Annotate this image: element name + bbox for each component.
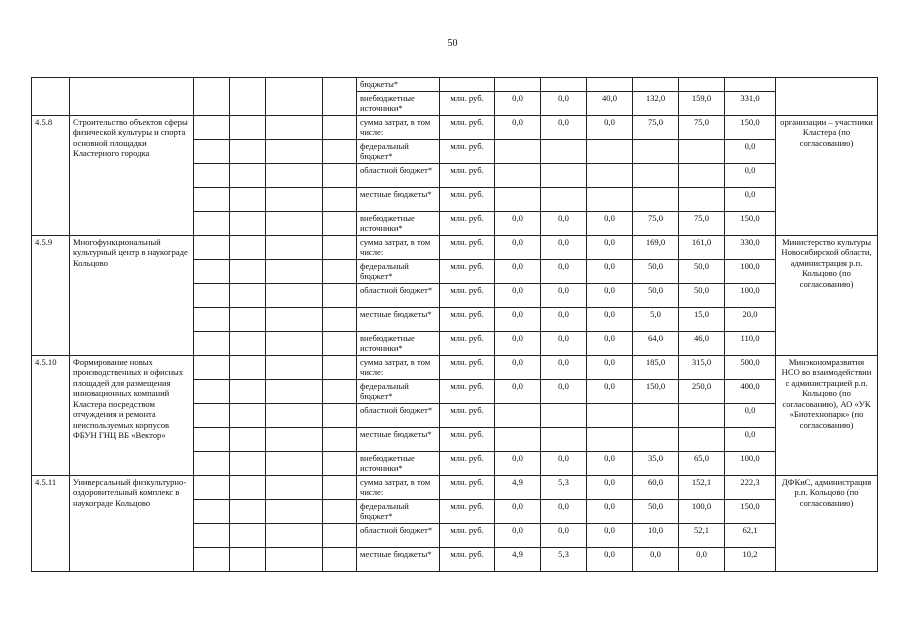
value-cell [587,163,633,187]
value-cell: 62,1 [725,523,776,547]
value-cell: 500,0 [725,355,776,379]
value-cell: 0,0 [587,307,633,331]
value-cell [679,163,725,187]
value-cell: 132,0 [633,91,679,115]
unit-cell: млн. руб. [440,307,495,331]
funding-category: местные бюджеты* [357,427,440,451]
blank-cell [194,523,230,547]
value-cell: 0,0 [633,547,679,571]
value-cell: 0,0 [725,403,776,427]
value-cell: 0,0 [495,307,541,331]
value-cell: 5,0 [633,307,679,331]
item-executor: Минэкономразвития НСО во взаимодействии с администрацией р.п. Кольцово (по согласованию), АО «УК «Биотехнопарк» (по согласованию) [776,355,878,475]
blank-cell [266,283,323,307]
item-name: Многофункциональный культурный центр в наукограде Кольцово [70,235,194,355]
value-cell: 0,0 [495,355,541,379]
table-row [32,78,878,92]
value-cell: 0,0 [541,91,587,115]
value-cell: 40,0 [587,91,633,115]
value-cell: 0,0 [495,211,541,235]
value-cell: 150,0 [725,115,776,139]
blank-cell [323,499,357,523]
blank-cell [230,283,266,307]
item-executor: ДФКиС, администрация р.п. Кольцово (по согласованию) [776,475,878,571]
value-cell: 0,0 [587,499,633,523]
unit-cell [440,78,495,92]
blank-cell [266,451,323,475]
blank-cell [266,547,323,571]
item-name: Универсальный физкультурно-оздоровительный комплекс в наукограде Кольцово [70,475,194,571]
value-cell: 0,0 [725,427,776,451]
value-cell: 0,0 [495,523,541,547]
value-cell [587,427,633,451]
blank-cell [230,403,266,427]
unit-cell: млн. руб. [440,427,495,451]
blank-cell [230,211,266,235]
unit-cell: млн. руб. [440,547,495,571]
blank-cell [266,379,323,403]
value-cell: 0,0 [587,259,633,283]
value-cell [495,427,541,451]
value-cell: 0,0 [541,259,587,283]
value-cell: 0,0 [541,235,587,259]
unit-cell: млн. руб. [440,523,495,547]
value-cell: 0,0 [587,211,633,235]
value-cell [725,78,776,92]
value-cell [587,403,633,427]
value-cell: 0,0 [587,283,633,307]
blank-cell [323,187,357,211]
value-cell [587,139,633,163]
value-cell [541,427,587,451]
value-cell [587,78,633,92]
value-cell: 4,9 [495,475,541,499]
funding-category: федеральный бюджет* [357,259,440,283]
blank-cell [230,307,266,331]
blank-cell [194,427,230,451]
value-cell: 0,0 [541,115,587,139]
funding-category: внебюджетные источники* [357,211,440,235]
blank-cell [230,355,266,379]
blank-cell [194,403,230,427]
value-cell: 110,0 [725,331,776,355]
value-cell: 0,0 [587,475,633,499]
value-cell [495,403,541,427]
unit-cell: млн. руб. [440,331,495,355]
value-cell: 0,0 [541,331,587,355]
value-cell: 185,0 [633,355,679,379]
funding-category: сумма затрат, в том числе: [357,475,440,499]
funding-category: областной бюджет* [357,163,440,187]
unit-cell: млн. руб. [440,283,495,307]
blank-cell [266,331,323,355]
blank-cell [266,163,323,187]
value-cell: 0,0 [495,115,541,139]
value-cell: 0,0 [725,139,776,163]
value-cell: 150,0 [725,499,776,523]
value-cell: 0,0 [495,451,541,475]
value-cell: 50,0 [633,259,679,283]
item-name: Строительство объектов сферы физической культуры и спорта основной площадки Кластерного городка [70,115,194,235]
value-cell: 0,0 [541,355,587,379]
blank-cell [194,355,230,379]
blank-cell [323,139,357,163]
funding-table [31,77,878,572]
blank-cell [323,307,357,331]
value-cell [633,187,679,211]
blank-cell [266,499,323,523]
blank-cell [266,187,323,211]
value-cell: 0,0 [587,355,633,379]
value-cell: 0,0 [587,547,633,571]
value-cell: 0,0 [587,523,633,547]
value-cell: 0,0 [495,499,541,523]
unit-cell: млн. руб. [440,235,495,259]
blank-cell [194,78,230,116]
unit-cell: млн. руб. [440,403,495,427]
funding-category: местные бюджеты* [357,307,440,331]
blank-cell [230,163,266,187]
blank-cell [194,547,230,571]
value-cell: 5,3 [541,547,587,571]
blank-cell [266,355,323,379]
value-cell: 100,0 [725,283,776,307]
value-cell: 0,0 [541,499,587,523]
blank-cell [194,499,230,523]
value-cell: 10,2 [725,547,776,571]
value-cell [587,187,633,211]
table-row [32,475,878,499]
value-cell: 5,3 [541,475,587,499]
funding-category: внебюджетные источники* [357,91,440,115]
value-cell: 64,0 [633,331,679,355]
funding-category: местные бюджеты* [357,187,440,211]
blank-cell [230,475,266,499]
blank-cell [266,307,323,331]
blank-cell [266,115,323,139]
blank-cell [323,427,357,451]
value-cell: 0,0 [495,283,541,307]
blank-cell [230,187,266,211]
funding-category: федеральный бюджет* [357,139,440,163]
item-name: Формирование новых производственных и офисных площадей для размещения инновационных компаний Кластера посредством отчуждения и ремонта неиспользуемых корпусов ФБУН ГНЦ ВБ «Вектор» [70,355,194,475]
value-cell [633,78,679,92]
value-cell: 0,0 [587,331,633,355]
name-cell [70,78,194,116]
value-cell: 100,0 [725,259,776,283]
value-cell: 0,0 [587,379,633,403]
blank-cell [194,259,230,283]
value-cell: 0,0 [541,523,587,547]
blank-cell [266,475,323,499]
value-cell: 169,0 [633,235,679,259]
blank-cell [266,211,323,235]
blank-cell [230,499,266,523]
funding-category: внебюджетные источники* [357,451,440,475]
unit-cell: млн. руб. [440,91,495,115]
unit-cell: млн. руб. [440,139,495,163]
value-cell: 0,0 [725,163,776,187]
value-cell [495,78,541,92]
value-cell: 0,0 [587,115,633,139]
blank-cell [323,211,357,235]
funding-category: местные бюджеты* [357,547,440,571]
value-cell: 75,0 [679,115,725,139]
value-cell: 331,0 [725,91,776,115]
value-cell: 161,0 [679,235,725,259]
unit-cell: млн. руб. [440,355,495,379]
value-cell [679,139,725,163]
blank-cell [194,283,230,307]
value-cell: 100,0 [679,499,725,523]
blank-cell [323,235,357,259]
unit-cell: млн. руб. [440,187,495,211]
blank-cell [230,139,266,163]
blank-cell [230,427,266,451]
value-cell: 0,0 [541,379,587,403]
unit-cell: млн. руб. [440,115,495,139]
value-cell [541,78,587,92]
value-cell: 330,0 [725,235,776,259]
value-cell: 50,0 [633,283,679,307]
blank-cell [194,331,230,355]
blank-cell [230,331,266,355]
blank-cell [323,283,357,307]
item-code: 4.5.9 [32,235,70,355]
blank-cell [194,379,230,403]
blank-cell [230,451,266,475]
blank-cell [230,78,266,116]
blank-cell [194,211,230,235]
value-cell: 10,0 [633,523,679,547]
blank-cell [323,379,357,403]
item-code: 4.5.10 [32,355,70,475]
page-number: 50 [447,38,458,49]
blank-cell [323,403,357,427]
blank-cell [323,78,357,116]
table-row [32,115,878,139]
funding-category: областной бюджет* [357,523,440,547]
value-cell: 0,0 [725,187,776,211]
value-cell: 159,0 [679,91,725,115]
item-code: 4.5.8 [32,115,70,235]
table-row [32,355,878,379]
value-cell: 50,0 [633,499,679,523]
funding-category: внебюджетные источники* [357,331,440,355]
value-cell: 0,0 [495,331,541,355]
blank-cell [323,475,357,499]
table-row [32,235,878,259]
value-cell: 152,1 [679,475,725,499]
item-executor: Министерство культуры Новосибирской области, администрация р.п. Кольцово (по согласованию) [776,235,878,355]
value-cell [495,139,541,163]
value-cell: 150,0 [633,379,679,403]
blank-cell [230,379,266,403]
value-cell: 315,0 [679,355,725,379]
value-cell [633,403,679,427]
value-cell [541,139,587,163]
unit-cell: млн. руб. [440,499,495,523]
blank-cell [230,523,266,547]
funding-category: бюджеты* [357,78,440,92]
funding-category: областной бюджет* [357,283,440,307]
value-cell: 222,3 [725,475,776,499]
value-cell: 75,0 [679,211,725,235]
value-cell: 65,0 [679,451,725,475]
blank-cell [323,331,357,355]
blank-cell [266,139,323,163]
funding-category: сумма затрат, в том числе: [357,355,440,379]
blank-cell [266,235,323,259]
value-cell: 15,0 [679,307,725,331]
value-cell [679,78,725,92]
value-cell [679,427,725,451]
value-cell: 0,0 [541,211,587,235]
unit-cell: млн. руб. [440,259,495,283]
funding-category: сумма затрат, в том числе: [357,235,440,259]
value-cell: 0,0 [495,379,541,403]
blank-cell [194,235,230,259]
blank-cell [194,163,230,187]
blank-cell [266,78,323,116]
value-cell: 0,0 [587,235,633,259]
value-cell: 0,0 [495,259,541,283]
funding-category: федеральный бюджет* [357,379,440,403]
blank-cell [230,547,266,571]
value-cell: 0,0 [541,451,587,475]
blank-cell [323,163,357,187]
executor-cell [776,78,878,116]
value-cell: 250,0 [679,379,725,403]
value-cell: 50,0 [679,283,725,307]
blank-cell [230,235,266,259]
value-cell: 100,0 [725,451,776,475]
item-executor: организации – участники Кластера (по согласованию) [776,115,878,235]
value-cell: 0,0 [541,307,587,331]
value-cell [633,163,679,187]
blank-cell [323,451,357,475]
blank-cell [266,403,323,427]
value-cell [541,163,587,187]
value-cell: 0,0 [541,283,587,307]
blank-cell [323,115,357,139]
blank-cell [323,259,357,283]
value-cell: 20,0 [725,307,776,331]
value-cell [541,187,587,211]
funding-category: областной бюджет* [357,403,440,427]
unit-cell: млн. руб. [440,475,495,499]
value-cell: 60,0 [633,475,679,499]
value-cell: 35,0 [633,451,679,475]
value-cell [495,163,541,187]
value-cell [679,187,725,211]
unit-cell: млн. руб. [440,379,495,403]
blank-cell [230,259,266,283]
unit-cell: млн. руб. [440,163,495,187]
unit-cell: млн. руб. [440,211,495,235]
blank-cell [194,187,230,211]
blank-cell [323,547,357,571]
value-cell: 4,9 [495,547,541,571]
value-cell: 0,0 [495,91,541,115]
blank-cell [194,475,230,499]
value-cell: 0,0 [587,451,633,475]
value-cell [633,139,679,163]
blank-cell [266,427,323,451]
funding-category: сумма затрат, в том числе: [357,115,440,139]
blank-cell [194,307,230,331]
blank-cell [266,259,323,283]
value-cell: 46,0 [679,331,725,355]
value-cell: 0,0 [679,547,725,571]
value-cell: 150,0 [725,211,776,235]
unit-cell: млн. руб. [440,451,495,475]
blank-cell [323,355,357,379]
value-cell: 52,1 [679,523,725,547]
value-cell [495,187,541,211]
value-cell: 400,0 [725,379,776,403]
value-cell: 50,0 [679,259,725,283]
blank-cell [323,523,357,547]
value-cell [541,403,587,427]
blank-cell [194,139,230,163]
value-cell: 0,0 [495,235,541,259]
code-cell [32,78,70,116]
item-code: 4.5.11 [32,475,70,571]
funding-category: федеральный бюджет* [357,499,440,523]
value-cell [679,403,725,427]
value-cell: 75,0 [633,115,679,139]
blank-cell [194,451,230,475]
blank-cell [194,115,230,139]
value-cell: 75,0 [633,211,679,235]
blank-cell [230,115,266,139]
value-cell [633,427,679,451]
blank-cell [266,523,323,547]
